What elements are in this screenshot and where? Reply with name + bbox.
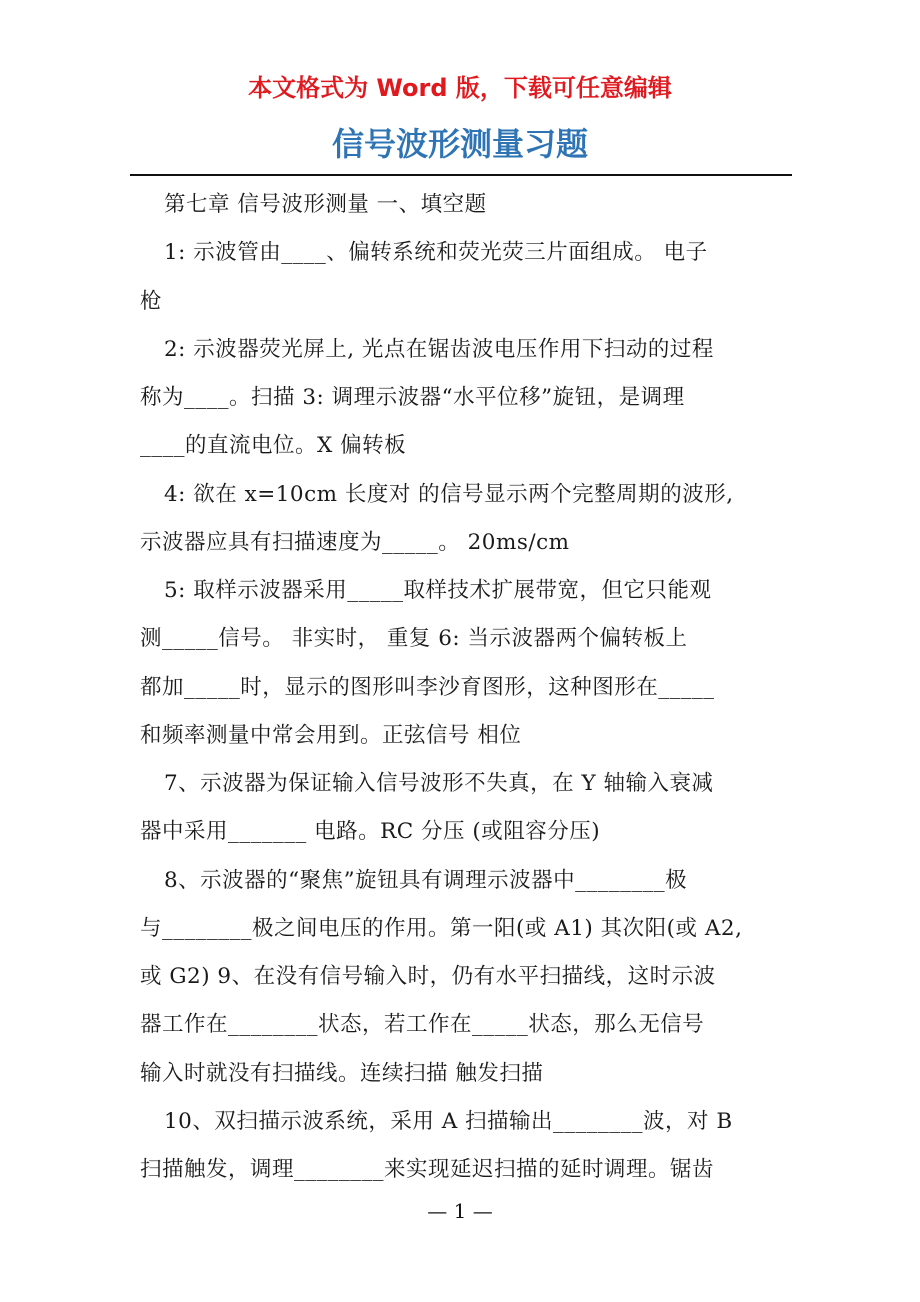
text-line: 7、示波器为保证输入信号波形不失真，在 Y 轴输入衰减 <box>164 771 714 796</box>
text-line: 测_____信号。 非实时， 重复 6: 当示波器两个偏转板上 <box>140 626 688 652</box>
text-line: 枪 <box>140 288 163 314</box>
text-line: 或 G2) 9、在没有信号输入时，仍有水平扫描线，这时示波 <box>140 964 716 989</box>
text-line: ____的直流电位。X 偏转板 <box>140 433 407 459</box>
document-title: 信号波形测量习题 <box>331 125 588 163</box>
text-line: 与________极之间电压的作用。第一阳(或 A1) 其次阳(或 A2, <box>140 915 743 941</box>
text-line: 5: 取样示波器采用_____取样技术扩展带宽，但它只能观 <box>164 578 712 603</box>
download-notice: 本文格式为 Word 版，下载可任意编辑 <box>248 74 672 102</box>
text-line: 1: 示波管由____、偏转系统和荧光荧三片面组成。 电子 <box>164 240 708 266</box>
text-line: 2: 示波器荧光屏上, 光点在锯齿波电压作用下扫动的过程 <box>164 336 714 362</box>
text-line: 称为____。扫描 3: 调理示波器“水平位移”旋钮，是调理 <box>140 385 685 410</box>
page-number: — 1 — <box>427 1199 493 1223</box>
text-line: 4: 欲在 x=10cm 长度对 的信号显示两个完整周期的波形, <box>164 481 734 507</box>
text-line: 都加_____时，显示的图形叫李沙育图形，这种图形在_____ <box>140 674 715 700</box>
document-body <box>140 181 786 1194</box>
text-line: 扫描触发，调理________来实现延迟扫描的延时调理。锯齿 <box>140 1157 715 1182</box>
text-line: 器中采用_______ 电路。RC 分压 (或阻容分压) <box>140 819 601 845</box>
text-line: 第七章 信号波形测量 一、填空题 <box>164 192 487 217</box>
title-divider <box>130 174 792 176</box>
text-line: 示波器应具有扫描速度为_____。 20ms/cm <box>140 529 570 555</box>
text-line: 器工作在________状态，若工作在_____状态，那么无信号 <box>140 1012 705 1038</box>
text-line: 8、示波器的“聚焦”旋钮具有调理示波器中________极 <box>164 867 688 893</box>
text-line: 输入时就没有扫描线。连续扫描 触发扫描 <box>140 1060 544 1086</box>
text-line: 10、双扫描示波系统，采用 A 扫描输出________波，对 B <box>164 1108 733 1134</box>
text-line: 和频率测量中常会用到。正弦信号 相位 <box>140 722 522 748</box>
